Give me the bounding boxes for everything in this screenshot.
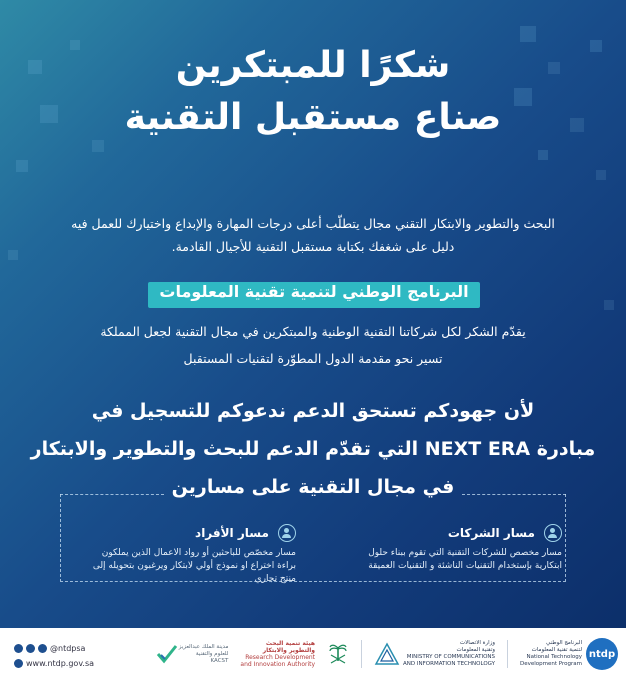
saudi-emblem [327, 634, 349, 674]
linkedin-icon [38, 644, 47, 653]
track-companies-title: مسار الشركات [447, 525, 535, 540]
track-desc-line: منتج تجاري [254, 574, 296, 584]
globe-icon [14, 659, 23, 668]
mcit-logo [374, 634, 495, 674]
decor-square [604, 300, 614, 310]
mcit-en-line: MINISTRY OF COMMUNICATIONS [406, 654, 496, 660]
track-desc-line: مسار مخصّص للباحثين أو رواد الاعمال الذين يملكون [101, 548, 296, 558]
kacst-logo [155, 634, 229, 674]
rdia-en-line: and Innovation Authority [240, 661, 316, 668]
intro-line: دليل على شغفك بكتابة مستقبل التقنية للأجيال القادمة. [171, 239, 455, 254]
logo-separator [507, 640, 508, 668]
mcit-ar-line: وزارة الاتصالات [459, 640, 496, 646]
track-companies-description [330, 547, 562, 573]
kacst-ar-line: للعلوم والتقنية [195, 650, 229, 657]
twitter-icon [14, 644, 23, 653]
logo-separator [361, 640, 362, 668]
mcit-ar-line: وتقنية المعلومات [456, 647, 496, 653]
thanks-paragraph [40, 318, 586, 372]
decor-square [8, 250, 18, 260]
rdia-logo [240, 634, 315, 674]
decor-square [538, 150, 548, 160]
decor-square [520, 26, 536, 42]
partner-logos [155, 634, 618, 674]
kacst-ar-line: مدينة الملك عبدالعزيز [178, 643, 229, 650]
thanks-line: تسير نحو مقدمة الدول المطوّرة لتقنيات المستقبل [183, 351, 443, 366]
rdia-en-line: Research Development [245, 654, 316, 661]
invite-line-3: في مجال التقنية على مسارين [171, 476, 455, 498]
track-companies-header [330, 522, 562, 542]
track-individuals-title: مسار الأفراد [195, 525, 269, 540]
decor-square [16, 160, 28, 172]
ntdp-en-line: Development Program [520, 661, 582, 667]
group-icon [544, 524, 562, 542]
invite-line-1: لأن جهودكم تستحق الدعم ندعوكم للتسجيل في [91, 400, 535, 422]
ntdp-text [520, 640, 582, 668]
decor-square [590, 40, 602, 52]
ntdp-mark: ntdp [586, 638, 618, 670]
rdia-ar-line: والتطوير والابتكار [262, 647, 316, 654]
kacst-text [179, 644, 229, 665]
mcit-mark-icon [374, 642, 400, 666]
social-handle: @ntdpsa [50, 644, 86, 653]
track-companies [330, 522, 562, 573]
intro-paragraph [40, 212, 586, 258]
track-desc-line: ابتكارية بإستخدام التقنيات الناشئة و التقنيات العميقة [368, 561, 562, 571]
website-link[interactable]: www.ntdp.gov.sa [26, 659, 95, 668]
ntdp-logo [520, 634, 618, 674]
instagram-icon [26, 644, 35, 653]
kacst-en: KACST [210, 657, 229, 664]
person-icon [278, 524, 296, 542]
ntdp-banner-text: البرنامج الوطني لتنمية تقنية المعلومات [159, 282, 469, 301]
intro-line: البحث والتطوير والابتكار التقني مجال يتطلّب أعلى درجات المهارة والإبداع واختيارك للعمل فيه [71, 216, 555, 231]
track-individuals-description [64, 547, 296, 586]
website-row[interactable] [14, 657, 94, 670]
ntdp-en-line: National Technology [526, 654, 582, 660]
kacst-check-icon [155, 642, 179, 666]
tracks-frame-top-right [462, 494, 566, 495]
track-individuals [64, 522, 296, 586]
thanks-line: يقدّم الشكر لكل شركاتنا التقنية الوطنية والمبتكرين في مجال التقنية لجعل المملكة [100, 324, 526, 339]
decor-square [92, 140, 104, 152]
footer [0, 628, 626, 680]
contact-info [14, 642, 94, 672]
ntdp-ar-line: لتنمية تقنية المعلومات [531, 647, 582, 653]
mcit-text [403, 640, 495, 668]
palm-emblem-icon [327, 641, 349, 667]
tracks-frame-top-left [60, 494, 164, 495]
social-row[interactable] [14, 642, 94, 655]
mcit-en-line: AND INFORMATION TECHNOLOGY [403, 661, 496, 667]
invite-line-2: مبادرة NEXT ERA التي تقدّم الدعم للبحث والتطوير والابتكار [30, 438, 596, 460]
rdia-text [240, 640, 315, 668]
track-desc-line: براءة اختراع او نموذج أولي لابتكار ويرغبون بتحويله إلى [92, 561, 296, 571]
rdia-ar-line: هيئة تنمية البحث [265, 640, 316, 647]
ntdp-banner [148, 282, 480, 308]
headline-line-2: صناع مستقبل التقنية [124, 97, 502, 138]
track-desc-line: مسار مخصص للشركات التقنية التي تقوم ببناء حلول [368, 548, 562, 558]
ntdp-ar-line: البرنامج الوطني [545, 640, 582, 646]
track-individuals-header [64, 522, 296, 542]
decor-square [596, 170, 606, 180]
headline-line-1: شكرًا للمبتكرين [175, 45, 451, 86]
